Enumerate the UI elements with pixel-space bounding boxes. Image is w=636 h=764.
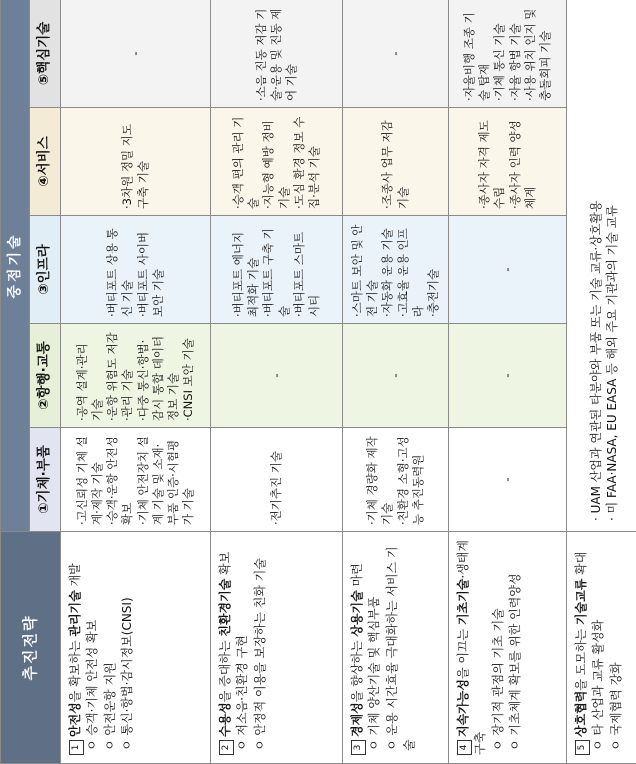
strategy-title (573, 540, 590, 755)
strategy-title-part: 을 도모하는 (574, 625, 588, 691)
col-header-airframe: ①기체·부품 (30, 428, 61, 532)
strategy-item: ㅇ 기체 양산기술 및 핵심부품 (367, 596, 382, 751)
strategy-cell (343, 532, 449, 764)
table-row (567, 0, 636, 764)
strategy-number: 1 (69, 740, 84, 755)
tech-cell-service: ·3차원 정밀 지도 구축 기술 (61, 108, 211, 216)
strategy-number: 4 (457, 740, 472, 755)
strategy-title-part: 관리기술 (68, 590, 82, 637)
tech-cell-service: ·승객 편의 관리 기술 ·지능형 예방 정비 기술 ·도심 환경 정보 수집·분석 기술 (211, 108, 343, 216)
strategy-title (349, 540, 366, 755)
strategy-title-part: 확대 (574, 551, 588, 579)
col-header-core-tech: ⑤핵심기술 (30, 0, 61, 108)
strategy-title (217, 540, 234, 755)
tech-cell-infrastructure: ·스마트 보안 및 안전 기술 ·자동화 운용 기술 ·고효율 운용 인프라 ·충전기술 (343, 216, 449, 324)
strategy-item: ㅇ 안전운항 지원 (102, 662, 117, 751)
tech-cell-airframe: ·전기추진 기술 (211, 428, 343, 532)
strategy-item: ㅇ 안정적 이용을 보장하는 친화 기술 (252, 558, 267, 751)
table-row (343, 0, 449, 764)
tech-cell-navigation: - (343, 324, 449, 428)
strategy-title-part: 기초기술 (456, 578, 470, 626)
core-tech-header: 중점기술 (1, 0, 30, 532)
strategy-title-part: 개발 (68, 563, 82, 591)
tech-cell-service: ·조종사 업무 저감 기술 (343, 108, 449, 216)
strategy-cell (449, 532, 567, 764)
strategy-item: ㅇ 통신·항법·감시정보(CNSI) (120, 597, 135, 751)
strategy-title-part: 상용기술 (350, 590, 364, 637)
strategy-item: ㅇ 저소음·친환경 구현 (235, 635, 250, 751)
strategy-title (67, 540, 84, 755)
strategy-item: ㅇ 승객·기체 안전성 확보 (85, 619, 100, 751)
tech-exchange-line: · 미 FAA·NASA, EU EASA 등 해외 주요 기관과의 기술 교류 (604, 205, 619, 521)
tech-cell-core-tech: ·소음 진동 저감 기술·운용 및 진동 제어 기술 (211, 0, 343, 108)
tech-cell-core-tech: - (343, 0, 449, 108)
col-header-infrastructure: ③인프라 (30, 216, 61, 324)
strategy-title-part: 상호협력 (574, 690, 588, 737)
col-header-service: ④서비스 (30, 108, 61, 216)
tech-cell-navigation: ·공역 설계·관리 기술 ·운항 위험도 저감·관리 기술 ·다중 통신·항법·감시 통합 데이터 정보 기술 ·CNSI 보안 기술 (61, 324, 211, 428)
strategy-number: 3 (351, 740, 366, 755)
strategy-title-part: 을 확보하는 (68, 636, 82, 703)
tech-cell-core-tech: ·자율비행 조종 기술 탑재 ·기체 통신 기술 ·자율 항법 기술 ·사용 위치 인지 및 충돌회피 기술 (449, 0, 567, 108)
strategy-cell (567, 532, 636, 764)
strategy-title-part: 안전성 (68, 702, 82, 737)
strategy-item: ㅇ 장기적 관점의 기초 기술 (490, 608, 505, 751)
tech-cell-infrastructure: ·버티포트 상용 통신 기술 ·버티포트 사이버 보안 기술 (61, 216, 211, 324)
table-body (61, 0, 636, 764)
strategy-title-part: 경제성 (350, 702, 364, 737)
strategy-number: 5 (575, 740, 590, 755)
strategy-title-part: 을 향상하는 (350, 636, 364, 703)
strategy-item: ㅇ 운용 시간효율 극대화하는 서비스 기술 (384, 546, 417, 751)
strategy-title (455, 540, 490, 755)
strategy-title-part: 을 증대하는 (218, 636, 232, 703)
strategy-item: ㅇ 타 산업과 교류 활성화 (591, 619, 606, 751)
tech-cell-airframe: ·기체 경량화 제작 기술 ·친환경 소형·고성능 추진동력원 (343, 428, 449, 532)
strategy-item: ㅇ 기초체계 확보를 위한 인력양성 (508, 573, 523, 751)
strategy-title-part: 수용성 (218, 702, 232, 737)
strategy-title-part: 친환경기술 (218, 578, 232, 637)
tech-cell-infrastructure: - (449, 216, 567, 324)
table-row (61, 0, 211, 764)
col-header-navigation: ②항행·교통 (30, 324, 61, 428)
strategy-title-part: 확보 (218, 551, 232, 579)
strategy-title-part: ·생태계 구축 (456, 540, 488, 755)
tech-cell-service: ·종사자 자격 제도 수립 ·종사자 인력 양성 체계 (449, 108, 567, 216)
strategy-cell (61, 532, 211, 764)
strategy-number: 2 (219, 740, 234, 755)
strategy-cell (211, 532, 343, 764)
tech-cell-navigation: - (449, 324, 567, 428)
tech-cell-infrastructure: ·버티포트 에너지 최적화 기술 ·버티포트 구축 기술 ·버티포트 스마트 시티 (211, 216, 343, 324)
tech-exchange-line: · UAM 산업과 연관된 타분야와 부품 또는 기술 교류·상호활용 (588, 200, 603, 521)
strategy-title-part: 기술교류 (574, 578, 588, 626)
table-row (211, 0, 343, 764)
tech-cell-core-tech: - (61, 0, 211, 108)
tech-cell-airframe: ·고신뢰성 기체 설계·제작 기술 ·승객·운항 안전성 확보 ·기체 안전장치 설계 기술 및 소재·부품 인증·시험평가 기술 (61, 428, 211, 532)
tech-cell-navigation: - (211, 324, 343, 428)
strategy-title-part: 마련 (350, 563, 364, 591)
tech-cell-airframe: - (449, 428, 567, 532)
strategy-item: ㅇ 국제협력 강화 (608, 662, 623, 751)
tech-exchange-cell (567, 0, 636, 532)
strategy-header: 추진전략 (1, 532, 61, 764)
table-row (449, 0, 567, 764)
strategy-title-part: 을 이끄는 (456, 625, 470, 680)
strategy-title-part: 지속가능성 (456, 679, 470, 737)
